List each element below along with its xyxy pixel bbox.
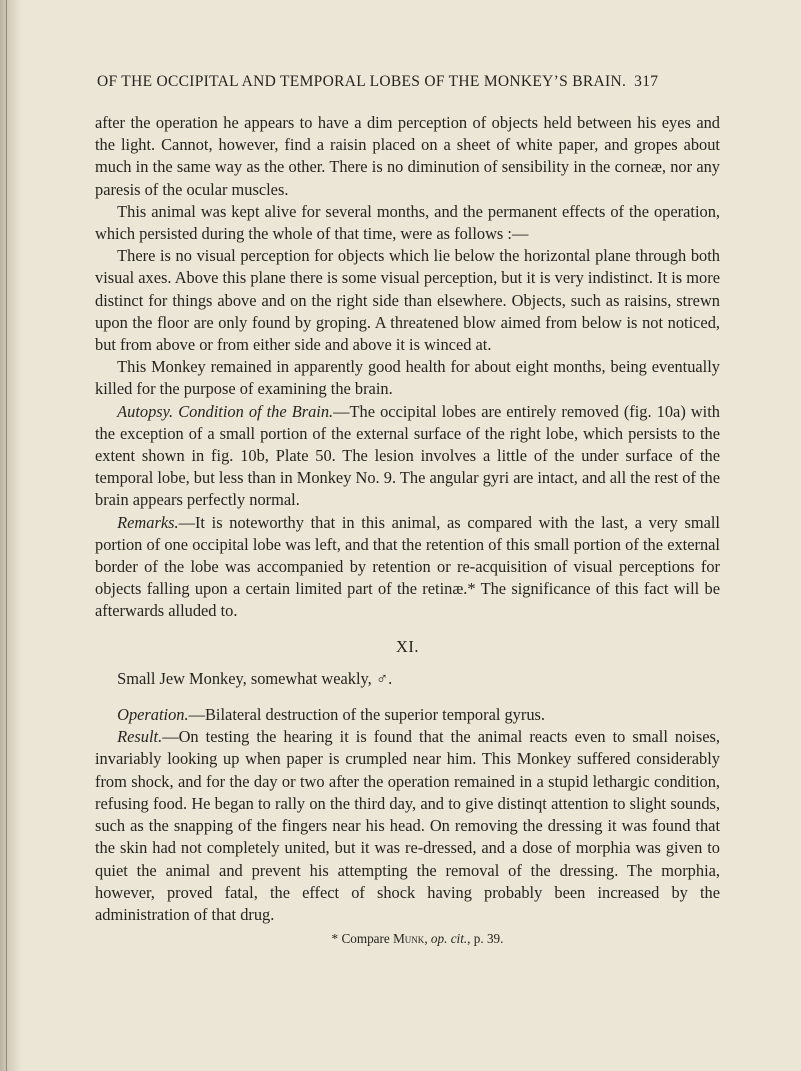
page-number: 317 — [634, 73, 659, 90]
autopsy-label: Autopsy. — [117, 401, 174, 421]
paragraph-visual-perception: There is no visual perception for objects which lie below the horizontal plane through both visual axes. Above this plane there is some visual perception, but it is very indistinct. It is more distinct for things above and on the right side than elsewhere. Objects, such as raisins, strewn upon the floor are only found by groping. A threatened blow aimed from below is not noticed, but from above or from either side and above it is winced at. — [95, 246, 720, 355]
paragraph-result: Result.—On testing the hearing it is found that the animal reacts even to small noises, invariably looking up when paper is crumpled near him. This Monkey suffered considerably from shock, and for the day or two after the operation remained in a stupid lethargic condition, refusing food. He began to rally on the third day, and to give distinqt attention to slight sounds, such as the snapping of the fingers near his head. On removing the dressing it was found that the skin had not completely united, but it was re-dressed, and a dose of morphia was given to quiet the animal and prevent his attempting the removal of the dressing. The morphia, however, proved fatal, the effect of shock having probably been increased by the administration of that drug. — [95, 727, 720, 924]
body-text — [95, 112, 720, 926]
running-head-title: OF THE OCCIPITAL AND TEMPORAL LOBES OF THE MONKEY’S BRAIN. — [97, 73, 627, 90]
result-label: Result. — [117, 727, 163, 747]
condition-label: Condition of the Brain. — [178, 401, 334, 421]
footnote-author: Munk — [393, 931, 425, 947]
page-content — [95, 72, 720, 948]
remarks-label: Remarks. — [117, 512, 179, 532]
section-heading: XI. — [396, 636, 419, 656]
paragraph-operation: Operation.—Bilateral destruction of the superior temporal gyrus. — [117, 705, 546, 725]
paragraph-kept-alive: This animal was kept alive for several months, and the permanent effects of the operation, which persisted during the whole of that time, were as follows :— — [95, 201, 720, 244]
paragraph-continuation: after the operation he appears to have a dim perception of objects held between his eyes and the light. Cannot, however, find a raisin placed on a sheet of white paper, and gropes about much in the same way as the other. There is no diminution of sensibility in the corneæ, nor any paresis of the ocular muscles. — [95, 113, 720, 199]
paragraph-subject: Small Jew Monkey, somewhat weakly, ♂. — [117, 668, 393, 688]
spacer — [95, 690, 720, 704]
running-head — [97, 72, 720, 92]
paragraph-health: This Monkey remained in apparently good health for about eight months, being eventually killed for the purpose of examining the brain. — [95, 357, 720, 399]
book-spine-shadow — [0, 0, 22, 1071]
footnote-cite: op. cit. — [430, 931, 468, 947]
figure-ref-10b: 10b — [240, 446, 265, 466]
paragraph-autopsy: Autopsy. Condition of the Brain.—The occipital lobes are entirely removed (fig. 10a) with the exception of a small portion of the external surface of the right lobe, which persists to the extent shown in fig. 10b, Plate 50. The lesion involves a little of the under surface of the temporal lobe, but less than in Monkey No. 9. The angular gyri are intact, and all the rest of the brain appears perfectly normal. — [95, 401, 720, 510]
figure-ref-10a: 10a — [656, 401, 681, 421]
paragraph-remarks: Remarks.—It is noteworthy that in this animal, as compared with the last, a very small portion of one occipital lobe was left, and that the retention of this small portion of the external border of the lobe was accompanied by retention or re-acquisition of visual perceptions for objects falling upon a certain limited part of the retinæ.* The significance of this fact will be afterwards alluded to. — [95, 512, 720, 621]
operation-label: Operation. — [117, 705, 189, 725]
footnote: * Compare Munk, op. cit., p. 39. — [331, 931, 504, 947]
